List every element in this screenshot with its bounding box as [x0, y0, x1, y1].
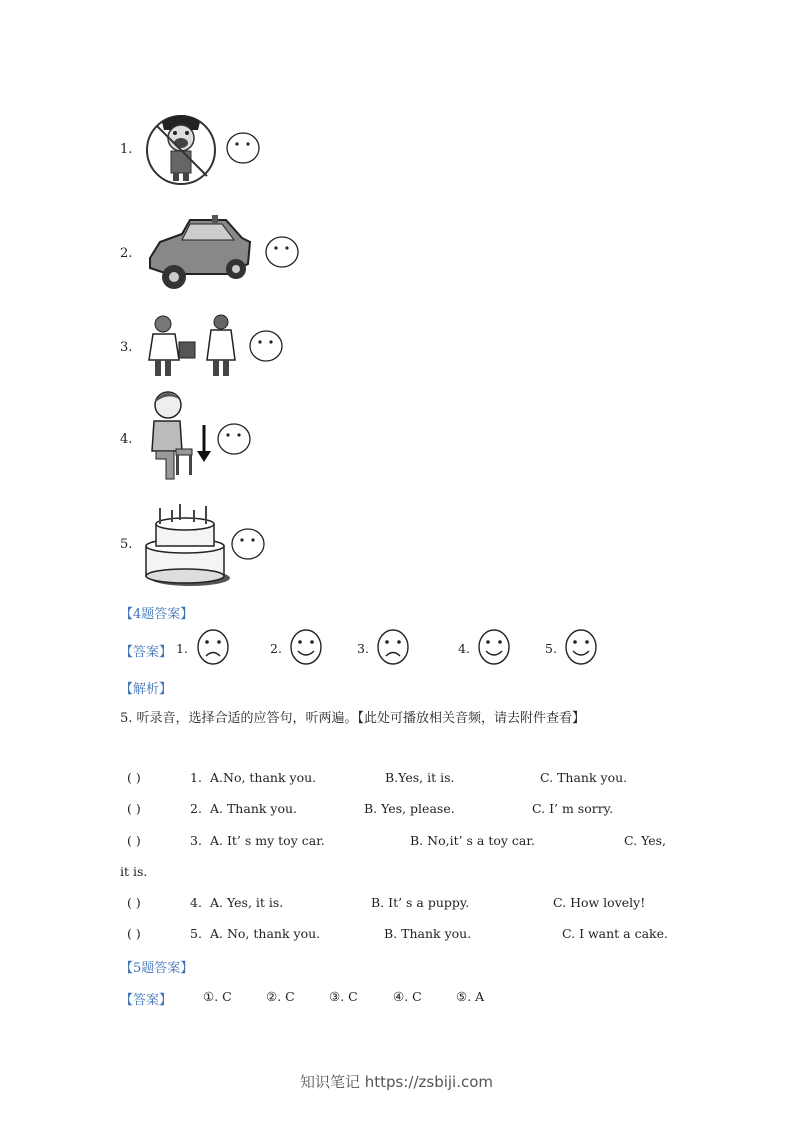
q4-answer-number-4: 4. — [458, 641, 470, 656]
q5-item-2-paren: ( ) — [127, 801, 141, 816]
q5-item-3-option-a: A. It’ s my toy car. — [210, 833, 325, 848]
q4-answer-heading: 【4题答案】 — [120, 607, 194, 622]
q5-item-2-option-b: B. Yes, please. — [364, 801, 455, 816]
sad-face-icon — [376, 628, 410, 666]
q5-item-3-paren: ( ) — [127, 833, 141, 848]
q5-item-3-option-c-continued: it is. — [120, 864, 148, 879]
blank-face-icon — [248, 329, 284, 363]
q4-answer-number-3: 3. — [357, 641, 369, 656]
q5-answer-5: ⑤. A — [456, 989, 485, 1004]
q5-item-1-paren: ( ) — [127, 770, 141, 785]
q5-item-1-option-c: C. Thank you. — [540, 770, 628, 785]
q5-item-2-num: 2. — [190, 801, 202, 816]
q5-item-4-paren: ( ) — [127, 895, 141, 910]
q4-answer-number-2: 2. — [270, 641, 282, 656]
q5-item-4-num: 4. — [190, 895, 202, 910]
q5-item-1-num: 1. — [190, 770, 202, 785]
q5-item-5-option-b: B. Thank you. — [384, 926, 472, 941]
blank-face-icon — [225, 131, 261, 165]
q5-item-4-option-a: A. Yes, it is. — [210, 895, 284, 910]
happy-face-icon — [564, 628, 598, 666]
picture-number-4: 4. — [120, 432, 133, 447]
q5-item-3-num: 3. — [190, 833, 202, 848]
q5-answer-2: ②. C — [266, 989, 295, 1004]
boy-sitting-down-icon — [146, 389, 218, 487]
birthday-cake-icon — [142, 502, 232, 588]
q5-answer-4: ④. C — [393, 989, 422, 1004]
footer-watermark: 知识笔记 https://zsbiji.com — [299, 1073, 494, 1091]
q4-answer-number-1: 1. — [176, 641, 188, 656]
blank-face-icon — [230, 527, 266, 561]
q5-item-5-paren: ( ) — [127, 926, 141, 941]
crying-child-no-sign-icon — [142, 106, 220, 186]
q5-item-2-option-a: A. Thank you. — [210, 801, 298, 816]
q5-item-1-option-a: A.No, thank you. — [210, 770, 317, 785]
blank-face-icon — [216, 422, 252, 456]
picture-number-1: 1. — [120, 142, 133, 157]
happy-face-icon — [289, 628, 323, 666]
q5-answer-heading: 【5题答案】 — [120, 961, 194, 976]
q4-analysis-label: 【解析】 — [120, 682, 173, 697]
blank-face-icon — [264, 235, 300, 269]
happy-face-icon — [477, 628, 511, 666]
q5-answer-1: ①. C — [203, 989, 232, 1004]
q5-item-4-option-c: C. How lovely! — [553, 895, 646, 910]
q5-item-5-option-c: C. I want a cake. — [562, 926, 668, 941]
girl-giving-gift-to-boy-icon — [147, 312, 243, 378]
q5-item-1-option-b: B.Yes, it is. — [385, 770, 455, 785]
picture-number-5: 5. — [120, 537, 133, 552]
q5-item-3-option-c: C. Yes, — [624, 833, 667, 848]
q5-item-3-option-b: B. No,it’ s a toy car. — [410, 833, 535, 848]
q5-answer-3: ③. C — [329, 989, 358, 1004]
car-icon — [146, 213, 254, 293]
q5-answer-label: 【答案】 — [120, 993, 173, 1008]
q5-item-5-option-a: A. No, thank you. — [210, 926, 321, 941]
q4-answer-label: 【答案】 — [120, 645, 173, 660]
q5-item-4-option-b: B. It’ s a puppy. — [371, 895, 470, 910]
picture-number-2: 2. — [120, 246, 133, 261]
q5-item-5-num: 5. — [190, 926, 202, 941]
q5-instruction: 5. 听录音，选择合适的应答句，听两遍。【此处可播放相关音频，请去附件查看】 — [120, 711, 586, 726]
picture-number-3: 3. — [120, 340, 133, 355]
q4-answer-number-5: 5. — [545, 641, 557, 656]
sad-face-icon — [196, 628, 230, 666]
q5-item-2-option-c: C. I’ m sorry. — [532, 801, 614, 816]
